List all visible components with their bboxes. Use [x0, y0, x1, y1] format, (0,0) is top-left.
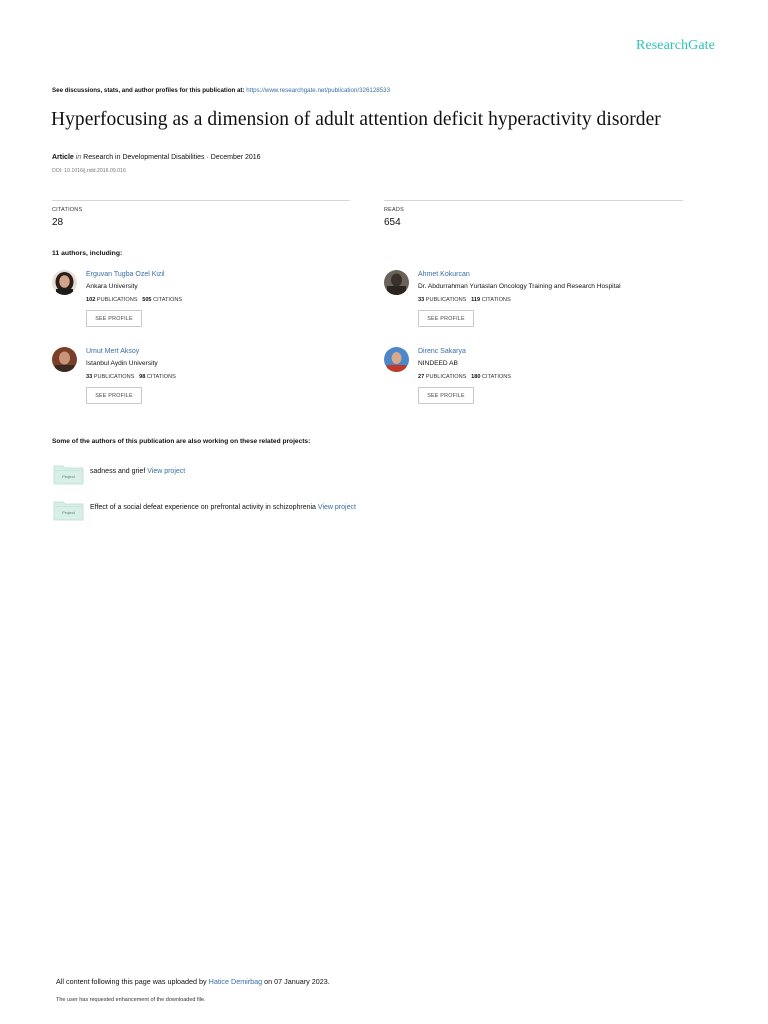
author-name[interactable]: Ahmet Kokurcan [418, 271, 470, 278]
author-avatar[interactable] [52, 270, 77, 295]
see-profile-button[interactable]: SEE PROFILE [418, 310, 474, 327]
author-stats [86, 297, 182, 303]
reads-count: 654 [384, 217, 401, 228]
publications-count: 33 [418, 297, 425, 303]
project-text [90, 504, 356, 511]
project-text [90, 468, 185, 475]
author-name[interactable]: Erguvan Tugba Ozel Kizil [86, 271, 165, 278]
author-stats [86, 374, 176, 380]
related-projects-heading: Some of the authors of this publication are also working on these related projects: [52, 438, 311, 445]
in-word: in [75, 154, 82, 161]
author-citations-label: CITATIONS [481, 297, 511, 303]
reads-divider [384, 200, 683, 201]
doi: DOI: 10.1016/j.ridd.2016.09.016 [52, 168, 126, 174]
publication-url-link[interactable]: https://www.researchgate.net/publication/326128533 [246, 87, 391, 94]
reads-label: READS [384, 207, 404, 213]
author-institution: Istanbul Aydin University [86, 360, 158, 367]
author-card [384, 270, 694, 334]
project-folder-icon [53, 499, 84, 521]
uploader-link[interactable]: Hatice Demirbag [208, 977, 263, 986]
author-institution: NINDEED AB [418, 360, 458, 367]
author-name[interactable]: Direnc Sakarya [418, 348, 466, 355]
upload-prefix: All content following this page was uploaded by [56, 977, 207, 986]
discussion-intro: See discussions, stats, and author profiles for this publication at: [52, 87, 245, 94]
view-project-link[interactable]: View project [147, 468, 186, 475]
publications-count: 27 [418, 374, 425, 380]
view-project-link[interactable]: View project [317, 504, 356, 511]
publication-meta [52, 154, 261, 161]
publications-count: 33 [86, 374, 93, 380]
author-card [384, 347, 694, 411]
author-name[interactable]: Umut Mert Aksoy [86, 348, 140, 355]
publications-count: 102 [86, 297, 96, 303]
see-profile-button[interactable]: SEE PROFILE [86, 387, 142, 404]
author-institution: Dr. Abdurrahman Yurtaslan Oncology Training and Research Hospital [418, 283, 621, 290]
author-card [52, 347, 362, 411]
author-citations-label: CITATIONS [146, 374, 176, 380]
discussion-line [52, 87, 390, 94]
project-folder-label: Project [62, 510, 75, 515]
publication-type: Article [52, 154, 74, 161]
related-project [53, 499, 553, 523]
project-folder-icon [53, 463, 84, 485]
related-project [53, 463, 553, 487]
enhancement-notice: The user has requested enhancement of the downloaded file. [56, 997, 206, 1003]
citations-count: 28 [52, 217, 64, 228]
author-citations-label: CITATIONS [482, 374, 512, 380]
author-citations-count: 98 [139, 374, 146, 380]
author-citations-count: 505 [142, 297, 152, 303]
journal-info: Research in Developmental Disabilities · December 2016 [83, 154, 261, 161]
project-folder-label: Project [62, 474, 75, 479]
citations-label: CITATIONS [52, 207, 83, 213]
author-card [52, 270, 362, 334]
author-citations-label: CITATIONS [153, 297, 183, 303]
author-stats [418, 297, 511, 303]
see-profile-button[interactable]: SEE PROFILE [418, 387, 474, 404]
project-title: sadness and grief [90, 468, 146, 475]
author-avatar[interactable] [384, 270, 409, 295]
authors-heading: 11 authors, including: [52, 250, 123, 257]
author-citations-count: 119 [471, 297, 481, 303]
author-avatar[interactable] [384, 347, 409, 372]
publications-label: PUBLICATIONS [96, 297, 138, 303]
publication-title: Hyperfocusing as a dimension of adult attention deficit hyperactivity disorder [51, 109, 661, 130]
publications-label: PUBLICATIONS [425, 374, 467, 380]
upload-notice [56, 977, 330, 986]
publications-label: PUBLICATIONS [93, 374, 135, 380]
publications-label: PUBLICATIONS [425, 297, 467, 303]
author-citations-count: 180 [471, 374, 481, 380]
author-avatar[interactable] [52, 347, 77, 372]
upload-date: on 07 January 2023. [264, 977, 330, 986]
author-institution: Ankara University [86, 283, 138, 290]
author-stats [418, 374, 511, 380]
citations-divider [52, 200, 350, 201]
project-title: Effect of a social defeat experience on prefrontal activity in schizophrenia [90, 504, 316, 511]
researchgate-logo[interactable]: ResearchGate [636, 38, 715, 53]
see-profile-button[interactable]: SEE PROFILE [86, 310, 142, 327]
